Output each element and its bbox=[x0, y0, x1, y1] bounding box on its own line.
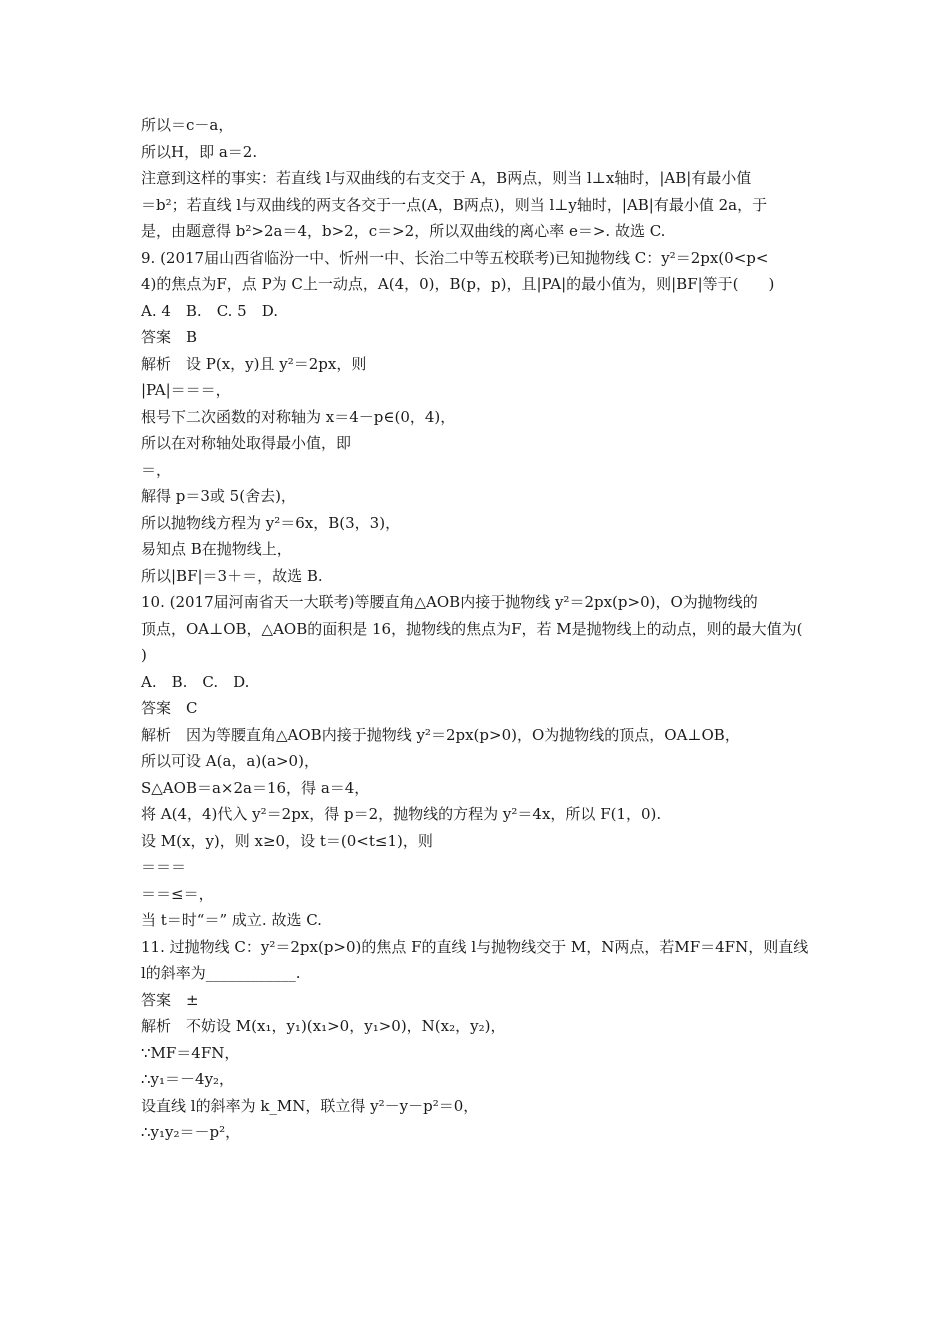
text-line: 所以抛物线方程为 y²＝6x，B(3，3)， bbox=[141, 513, 401, 532]
text-line: ∴y₁＝－4y₂， bbox=[141, 1070, 235, 1088]
question-9-options: A. 4 B. C. 5 D. bbox=[141, 301, 278, 320]
question-9-answer: 答案 B bbox=[141, 328, 198, 346]
document-page bbox=[141, 112, 811, 1146]
text-line: 所以|BF|＝3＋＝，故选 B. bbox=[141, 566, 323, 585]
question-11-answer: 答案 ± bbox=[141, 990, 199, 1009]
question-10-line: ) bbox=[141, 646, 147, 664]
text-line: ＝＝＝ bbox=[141, 858, 187, 876]
text-line: 解得 p＝3或 5(舍去)， bbox=[141, 487, 296, 505]
text-line: 解析 因为等腰直角△AOB内接于抛物线 y²＝2px(p>0)，O为抛物线的顶点，OA⊥OB， bbox=[141, 725, 740, 744]
text-line: 所以在对称轴处取得最小值，即 bbox=[141, 434, 352, 452]
text-line: 当 t＝时“＝” 成立. 故选 C. bbox=[141, 911, 322, 929]
text-line: 设 M(x，y)，则 x≥0，设 t＝(0<t≤1)，则 bbox=[141, 831, 433, 850]
question-10-line: 10. (2017届河南省天一大联考)等腰直角△AOB内接于抛物线 y²＝2px(p>0)，O为抛物线的 bbox=[141, 593, 758, 611]
text-line: 易知点 B在抛物线上， bbox=[141, 540, 292, 558]
text-line: |PA|＝＝＝， bbox=[141, 381, 231, 399]
text-line: ∵MF＝4FN， bbox=[141, 1043, 240, 1062]
text-line: 解析 不妨设 M(x₁，y₁)(x₁>0，y₁>0)，N(x₂，y₂)， bbox=[141, 1017, 506, 1035]
question-11-line: l的斜率为____________. bbox=[141, 964, 301, 982]
text-line: 注意到这样的事实：若直线 l与双曲线的右支交于 A，B两点，则当 l⊥x轴时，|AB|有最小值 bbox=[141, 169, 752, 187]
text-line: 所以H，即 a＝2. bbox=[141, 142, 258, 161]
question-11-line: 11. 过抛物线 C：y²＝2px(p>0)的焦点 F的直线 l与抛物线交于 M，N两点，若MF＝4FN，则直线 bbox=[141, 937, 809, 956]
text-line: S△AOB＝a×2a＝16，得 a＝4， bbox=[141, 778, 370, 797]
text-line: ∴y₁y₂＝－p²， bbox=[141, 1123, 241, 1141]
question-10-line: 顶点，OA⊥OB，△AOB的面积是 16，抛物线的焦点为F，若 M是抛物线上的动点，则的最大值为( bbox=[141, 619, 803, 638]
question-10-options: A. B. C. D. bbox=[141, 672, 250, 691]
question-10-answer: 答案 C bbox=[141, 699, 198, 717]
question-9-line: 4)的焦点为F，点 P为 C上一动点，A(4，0)，B(p，p)，且|PA|的最小值为，则|BF|等于( ) bbox=[141, 275, 775, 293]
text-line: 解析 设 P(x，y)且 y²＝2px，则 bbox=[141, 354, 367, 373]
text-line: ＝， bbox=[141, 460, 172, 479]
text-line: 所以＝c－a， bbox=[141, 116, 234, 134]
text-line: 所以可设 A(a，a)(a>0)， bbox=[141, 752, 319, 770]
question-9-line: 9. (2017届山西省临汾一中、忻州一中、长治二中等五校联考)已知抛物线 C：y²＝2px(0<p< bbox=[141, 248, 769, 267]
text-line: ＝＝≤＝， bbox=[141, 884, 214, 903]
text-line: ＝b²；若直线 l与双曲线的两支各交于一点(A，B两点)，则当 l⊥y轴时，|AB|有最小值 2a，于 bbox=[141, 195, 768, 214]
text-line: 根号下二次函数的对称轴为 x＝4－p∈(0，4)， bbox=[141, 407, 456, 426]
text-line: 将 A(4，4)代入 y²＝2px，得 p＝2，抛物线的方程为 y²＝4x，所以 F(1，0). bbox=[141, 805, 662, 823]
text-line: 是，由题意得 b²>2a＝4，b>2，c＝>2，所以双曲线的离心率 e＝>. 故选 C. bbox=[141, 222, 666, 240]
text-line: 设直线 l的斜率为 k_MN，联立得 y²－y－p²＝0， bbox=[141, 1096, 479, 1115]
